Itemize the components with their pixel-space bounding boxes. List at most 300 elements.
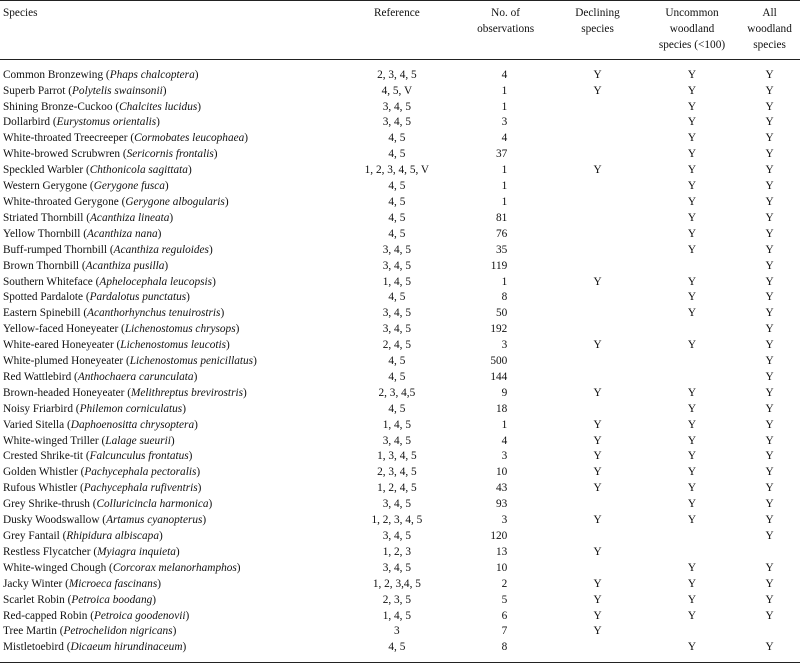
- declining-cell: Y: [593, 418, 602, 431]
- all-woodland-cell: Y: [765, 100, 774, 113]
- common-name: Dollarbird: [3, 116, 51, 129]
- uncommon-cell: Y: [687, 434, 697, 447]
- species-name: Noisy Friarbird (Philemon corniculatus): [3, 402, 186, 415]
- reference-cell: 3, 4, 5: [382, 323, 411, 336]
- common-name: White-eared Honeyeater: [3, 339, 114, 352]
- declining-cell: [550, 179, 645, 195]
- observations-cell: 4: [501, 434, 508, 447]
- observations-cell: 35: [495, 243, 508, 256]
- all-woodland-cell: Y: [765, 466, 774, 479]
- scientific-name: Pardalotus punctatus: [89, 291, 187, 304]
- uncommon-cell: Y: [687, 593, 697, 606]
- observations-cell: 76: [495, 227, 508, 240]
- common-name: Yellow Thornbill: [3, 227, 81, 240]
- table-row: [0, 640, 800, 662]
- uncommon-cell: [645, 545, 739, 561]
- reference-cell: 4, 5: [388, 355, 406, 368]
- uncommon-cell: Y: [687, 180, 697, 193]
- observations-cell: 1: [501, 180, 508, 193]
- uncommon-cell: Y: [687, 132, 697, 145]
- table-row: [0, 131, 800, 147]
- common-name: Rufous Whistler: [3, 482, 78, 495]
- all-woodland-cell: Y: [765, 498, 774, 511]
- declining-cell: Y: [593, 164, 602, 177]
- table-row: [0, 609, 800, 625]
- reference-cell: 4, 5: [388, 148, 406, 161]
- reference-cell: 3, 4, 5: [382, 561, 411, 574]
- scientific-name: Gerygone fusca: [93, 180, 165, 193]
- all-woodland-cell: Y: [765, 450, 774, 463]
- reference-cell: 3: [394, 625, 400, 638]
- reference-cell: 2, 4, 5: [382, 339, 411, 352]
- scientific-name: Gerygone albogularis: [125, 195, 225, 208]
- declining-cell: Y: [593, 386, 602, 399]
- uncommon-cell: Y: [687, 275, 697, 288]
- reference-cell: 3, 4, 5: [382, 116, 411, 129]
- declining-cell: [550, 100, 645, 116]
- observations-cell: 93: [495, 498, 508, 511]
- all-woodland-cell: Y: [765, 116, 774, 129]
- scientific-name: Acanthiza pusilla: [85, 259, 165, 272]
- uncommon-cell: Y: [687, 100, 697, 113]
- observations-cell: 3: [501, 450, 508, 463]
- uncommon-cell: [645, 322, 739, 338]
- observations-cell: 13: [495, 545, 508, 558]
- uncommon-cell: [645, 529, 739, 545]
- declining-cell: Y: [593, 339, 602, 352]
- observations-cell: 119: [490, 259, 508, 272]
- common-name: Buff-rumped Thornbill: [3, 243, 108, 256]
- scientific-name: Pachycephala rufiventris: [83, 482, 198, 495]
- species-name: White-browed Scrubwren (Sericornis frontalis): [3, 148, 218, 161]
- species-name: Southern Whiteface (Aphelocephala leucopsis): [3, 275, 216, 288]
- observations-cell: 2: [501, 577, 508, 590]
- reference-cell: 3, 4, 5: [382, 259, 411, 272]
- observations-cell: 1: [501, 418, 508, 431]
- common-name: White-throated Gerygone: [3, 195, 119, 208]
- declining-cell: [550, 147, 645, 163]
- declining-cell: [550, 529, 645, 545]
- table-row: [0, 306, 800, 322]
- declining-cell: Y: [593, 450, 602, 463]
- scientific-name: Acanthorhynchus tenuirostris: [87, 307, 221, 320]
- table-row: [0, 115, 800, 131]
- common-name: Shining Bronze-Cuckoo: [3, 100, 113, 113]
- observations-cell: 10: [495, 466, 508, 479]
- scientific-name: Pachycephala pectoralis: [84, 466, 197, 479]
- species-name: Restless Flycatcher (Myiagra inquieta): [3, 545, 180, 558]
- common-name: White-browed Scrubwren: [3, 148, 121, 161]
- reference-cell: 3, 4, 5: [382, 498, 411, 511]
- species-name: Yellow-faced Honeyeater (Lichenostomus chrysops): [3, 323, 240, 336]
- species-name: Western Gerygone (Gerygone fusca): [3, 180, 169, 193]
- declining-cell: Y: [593, 625, 602, 638]
- table-row: [0, 243, 800, 259]
- table-row: [0, 290, 800, 306]
- common-name: Southern Whiteface: [3, 275, 93, 288]
- declining-cell: [550, 115, 645, 131]
- species-name: Speckled Warbler (Chthonicola sagittata): [3, 164, 192, 177]
- reference-cell: 1, 2, 3, 4, 5: [371, 514, 423, 527]
- scientific-name: Cormobates leucophaea: [134, 132, 245, 145]
- all-woodland-cell: Y: [765, 530, 774, 542]
- uncommon-cell: Y: [687, 243, 697, 256]
- reference-cell: 2, 3, 4,5: [378, 386, 416, 399]
- common-name: Red-capped Robin: [3, 609, 88, 622]
- scientific-name: Eurystomus orientalis: [56, 116, 157, 129]
- species-name: Striated Thornbill (Acanthiza lineata): [3, 211, 174, 224]
- uncommon-cell: Y: [687, 84, 697, 97]
- common-name: Red Wattlebird: [3, 370, 72, 383]
- scientific-name: Acanthiza lineata: [90, 211, 170, 224]
- uncommon-cell: [645, 259, 739, 275]
- table-row: [0, 481, 800, 497]
- declining-cell: Y: [593, 593, 602, 606]
- reference-cell: 3, 4, 5: [382, 434, 411, 447]
- common-name: Spotted Pardalote: [3, 291, 84, 304]
- table-row: [0, 227, 800, 243]
- common-name: Yellow-faced Honeyeater: [3, 323, 119, 336]
- declining-cell: [550, 131, 645, 147]
- header-uncommon: Uncommon woodland species (<100): [645, 1, 739, 60]
- uncommon-cell: [645, 354, 739, 370]
- observations-cell: 500: [490, 355, 508, 368]
- species-name: Scarlet Robin (Petroica boodang): [3, 593, 157, 606]
- all-woodland-cell: Y: [765, 195, 774, 208]
- scientific-name: Dicaeum hirundinaceum: [70, 641, 183, 654]
- reference-cell: 2, 3, 5: [382, 593, 411, 606]
- table-row: [0, 513, 800, 529]
- uncommon-cell: Y: [687, 402, 697, 415]
- all-woodland-cell: Y: [765, 370, 774, 383]
- scientific-name: Petroica boodang: [71, 593, 153, 606]
- scientific-name: Falcunculus frontatus: [89, 450, 189, 463]
- table-row: [0, 163, 800, 179]
- species-name: Tree Martin (Petrochelidon nigricans): [3, 625, 177, 638]
- header-species: Species: [0, 1, 333, 60]
- observations-cell: 1: [501, 275, 508, 288]
- common-name: Scarlet Robin: [3, 593, 65, 606]
- observations-cell: 6: [501, 609, 508, 622]
- scientific-name: Melithreptus brevirostris: [130, 386, 244, 399]
- scientific-name: Artamus cyanopterus: [106, 514, 203, 527]
- reference-cell: 1, 2, 3: [382, 545, 411, 558]
- table-row: [0, 322, 800, 338]
- scientific-name: Petroica goodenovii: [93, 609, 186, 622]
- species-name: Dollarbird (Eurystomus orientalis): [3, 116, 160, 129]
- species-name: Eastern Spinebill (Acanthorhynchus tenuirostris): [3, 307, 225, 320]
- table-row: [0, 434, 800, 450]
- scientific-name: Polytelis swainsonii: [72, 84, 163, 97]
- scientific-name: Sericornis frontalis: [126, 148, 214, 161]
- common-name: Speckled Warbler: [3, 164, 84, 177]
- all-woodland-cell: Y: [765, 211, 774, 224]
- reference-cell: 3, 4, 5: [382, 243, 411, 256]
- declining-cell: Y: [593, 84, 602, 97]
- common-name: Striated Thornbill: [3, 211, 84, 224]
- species-name: White-plumed Honeyeater (Lichenostomus penicillatus): [3, 355, 257, 368]
- uncommon-cell: Y: [687, 164, 697, 177]
- uncommon-cell: Y: [687, 339, 697, 352]
- reference-cell: 4, 5: [388, 195, 406, 208]
- reference-cell: 4, 5: [388, 132, 406, 145]
- table-row: [0, 545, 800, 561]
- uncommon-cell: Y: [687, 450, 697, 463]
- scientific-name: Lichenostomus chrysops: [124, 323, 236, 336]
- observations-cell: 1: [501, 195, 508, 208]
- reference-cell: 4, 5: [388, 402, 406, 415]
- observations-cell: 1: [501, 164, 508, 177]
- observations-cell: 8: [461, 640, 550, 662]
- scientific-name: Petrochelidon nigricans: [63, 625, 173, 638]
- scientific-name: Chthonicola sagittata: [89, 164, 188, 177]
- common-name: Brown-headed Honeyeater: [3, 386, 125, 399]
- scientific-name: Lalage sueurii: [105, 434, 171, 447]
- uncommon-cell: Y: [687, 211, 697, 224]
- species-name: Common Bronzewing (Phaps chalcoptera): [3, 68, 199, 81]
- all-woodland-cell: Y: [765, 434, 774, 447]
- uncommon-cell: Y: [687, 386, 697, 399]
- declining-cell: [550, 640, 645, 662]
- observations-cell: 4: [501, 68, 508, 81]
- table-row: [0, 418, 800, 434]
- all-woodland-cell: Y: [765, 609, 774, 622]
- reference-cell: 2, 3, 4, 5: [377, 68, 417, 81]
- reference-cell: 1, 4, 5: [382, 418, 411, 431]
- reference-cell: 3, 4, 5: [382, 530, 411, 542]
- all-woodland-cell: Y: [765, 180, 774, 193]
- all-woodland-cell: Y: [765, 561, 774, 574]
- table-row: [0, 497, 800, 513]
- all-woodland-cell: Y: [765, 307, 774, 320]
- declining-cell: [550, 322, 645, 338]
- common-name: Superb Parrot: [3, 84, 66, 97]
- observations-cell: 3: [501, 116, 508, 129]
- all-woodland-cell: Y: [765, 593, 774, 606]
- species-name: Shining Bronze-Cuckoo (Chalcites lucidus): [3, 100, 202, 113]
- common-name: Western Gerygone: [3, 180, 88, 193]
- table-row: [0, 624, 800, 640]
- uncommon-cell: [645, 370, 739, 386]
- species-name: Jacky Winter (Microeca fascinans): [3, 577, 161, 590]
- observations-cell: 43: [495, 482, 508, 495]
- common-name: Dusky Woodswallow: [3, 514, 100, 527]
- observations-cell: 9: [501, 386, 508, 399]
- table-row: [0, 59, 800, 83]
- table-row: [0, 354, 800, 370]
- uncommon-cell: Y: [687, 498, 697, 511]
- declining-cell: Y: [593, 609, 602, 622]
- scientific-name: Phaps chalcoptera: [109, 68, 195, 81]
- declining-cell: [550, 370, 645, 386]
- declining-cell: Y: [593, 466, 602, 479]
- scientific-name: Myiagra inquieta: [97, 545, 176, 558]
- common-name: White-throated Treecreeper: [3, 132, 128, 145]
- observations-cell: 18: [495, 402, 508, 415]
- species-name: Brown-headed Honeyeater (Melithreptus brevirostris): [3, 386, 247, 399]
- all-woodland-cell: Y: [765, 514, 774, 527]
- uncommon-cell: Y: [687, 148, 697, 161]
- common-name: White-winged Chough: [3, 561, 107, 574]
- declining-cell: Y: [593, 514, 602, 527]
- scientific-name: Daphoenositta chrysoptera: [70, 418, 195, 431]
- species-name: Mistletoebird (Dicaeum hirundinaceum): [0, 640, 333, 662]
- declining-cell: [550, 243, 645, 259]
- declining-cell: [550, 402, 645, 418]
- reference-cell: 3, 4, 5: [382, 100, 411, 113]
- table-row: [0, 561, 800, 577]
- table-row: [0, 195, 800, 211]
- uncommon-cell: Y: [687, 577, 697, 590]
- uncommon-cell: Y: [687, 116, 697, 129]
- table-row: [0, 386, 800, 402]
- table-row: [0, 465, 800, 481]
- species-name: Rufous Whistler (Pachycephala rufiventris): [3, 482, 202, 495]
- all-woodland-cell: Y: [765, 402, 774, 415]
- all-woodland-cell: Y: [765, 482, 774, 495]
- species-name: Grey Shrike-thrush (Colluricincla harmonica): [3, 498, 213, 511]
- declining-cell: Y: [593, 68, 602, 81]
- scientific-name: Aphelocephala leucopsis: [99, 275, 213, 288]
- uncommon-cell: Y: [687, 227, 697, 240]
- common-name: Grey Shrike-thrush: [3, 498, 90, 511]
- header-all-woodland: All woodland species: [739, 1, 800, 60]
- reference-cell: 1, 2, 3, 4, 5, V: [364, 164, 430, 177]
- reference-cell: 4, 5: [388, 291, 406, 304]
- observations-cell: 37: [495, 148, 508, 161]
- table-row: [0, 147, 800, 163]
- all-woodland-cell: Y: [765, 164, 774, 177]
- declining-cell: [550, 561, 645, 577]
- reference-cell: 3, 4, 5: [382, 307, 411, 320]
- observations-cell: 10: [495, 561, 508, 574]
- common-name: White-winged Triller: [3, 434, 99, 447]
- scientific-name: Chalcites lucidus: [119, 100, 198, 113]
- uncommon-cell: Y: [645, 640, 739, 662]
- all-woodland-cell: Y: [765, 259, 774, 272]
- species-name: White-winged Chough (Corcorax melanorhamphos): [3, 561, 241, 574]
- uncommon-cell: Y: [687, 195, 697, 208]
- declining-cell: [550, 195, 645, 211]
- reference-cell: 2, 3, 4, 5: [377, 466, 417, 479]
- common-name: White-plumed Honeyeater: [3, 355, 124, 368]
- species-name: Red-capped Robin (Petroica goodenovii): [3, 609, 190, 622]
- uncommon-cell: Y: [687, 466, 697, 479]
- species-name: Varied Sitella (Daphoenositta chrysoptera): [3, 418, 198, 431]
- all-woodland-cell: Y: [765, 132, 774, 145]
- scientific-name: Anthochaera carunculata: [77, 370, 194, 383]
- all-woodland-cell: Y: [765, 227, 774, 240]
- table-row: [0, 338, 800, 354]
- scientific-name: Lichenostomus leucotis: [120, 339, 227, 352]
- species-name: Brown Thornbill (Acanthiza pusilla): [3, 259, 169, 272]
- observations-cell: 5: [501, 593, 508, 606]
- species-name: White-eared Honeyeater (Lichenostomus leucotis): [3, 339, 230, 352]
- table-row: [0, 449, 800, 465]
- declining-cell: [550, 211, 645, 227]
- observations-cell: 8: [501, 291, 508, 304]
- all-woodland-cell: Y: [765, 148, 774, 161]
- reference-cell: 1, 3, 4, 5: [377, 450, 417, 463]
- table-row: [0, 370, 800, 386]
- observations-cell: 144: [490, 370, 508, 383]
- scientific-name: Colluricincla harmonica: [96, 498, 209, 511]
- reference-cell: 4, 5: [388, 370, 406, 383]
- header-declining: Declining species: [550, 1, 645, 60]
- species-name: White-winged Triller (Lalage sueurii): [3, 434, 175, 447]
- observations-cell: 4: [501, 132, 508, 145]
- table-row: [0, 259, 800, 275]
- common-name: Brown Thornbill: [3, 259, 80, 272]
- all-woodland-cell: Y: [765, 291, 774, 304]
- reference-cell: 4, 5: [388, 211, 406, 224]
- observations-cell: 81: [495, 211, 508, 224]
- table-row: [0, 179, 800, 195]
- uncommon-cell: Y: [687, 307, 697, 320]
- observations-cell: 120: [490, 530, 508, 542]
- all-woodland-cell: Y: [765, 275, 774, 288]
- declining-cell: Y: [593, 545, 602, 558]
- species-name: White-throated Gerygone (Gerygone albogularis): [3, 195, 229, 208]
- scientific-name: Rhipidura albiscapa: [66, 530, 159, 542]
- common-name: Restless Flycatcher: [3, 545, 91, 558]
- table-row: [0, 275, 800, 291]
- reference-cell: 1, 4, 5: [382, 275, 411, 288]
- scientific-name: Philemon corniculatus: [79, 402, 183, 415]
- scientific-name: Microeca fascinans: [68, 577, 158, 590]
- table-row: [0, 402, 800, 418]
- scientific-name: Lichenostomus penicillatus: [129, 355, 254, 368]
- observations-cell: 192: [490, 323, 508, 336]
- scientific-name: Corcorax melanorhamphos: [112, 561, 237, 574]
- species-name: Dusky Woodswallow (Artamus cyanopterus): [3, 514, 207, 527]
- reference-cell: 4, 5: [333, 640, 461, 662]
- uncommon-cell: Y: [687, 482, 697, 495]
- all-woodland-cell: Y: [765, 84, 774, 97]
- uncommon-cell: Y: [687, 514, 697, 527]
- table-row: [0, 529, 800, 545]
- species-name: White-throated Treecreeper (Cormobates leucophaea): [3, 132, 249, 145]
- common-name: Golden Whistler: [3, 466, 78, 479]
- declining-cell: Y: [593, 434, 602, 447]
- declining-cell: [550, 497, 645, 513]
- species-name: Red Wattlebird (Anthochaera carunculata): [3, 370, 198, 383]
- all-woodland-cell: Y: [765, 577, 774, 590]
- declining-cell: [550, 259, 645, 275]
- table-body: [0, 59, 800, 663]
- observations-cell: 3: [501, 514, 508, 527]
- header-observations: No. of observations: [461, 1, 550, 60]
- common-name: Grey Fantail: [3, 530, 60, 542]
- observations-cell: 7: [501, 625, 508, 638]
- table-row: [0, 577, 800, 593]
- table-row: [0, 84, 800, 100]
- uncommon-cell: Y: [687, 609, 697, 622]
- species-name: Buff-rumped Thornbill (Acanthiza reguloides): [3, 243, 213, 256]
- reference-cell: 4, 5: [388, 227, 406, 240]
- all-woodland-cell: Y: [765, 386, 774, 399]
- reference-cell: 1, 4, 5: [382, 609, 411, 622]
- declining-cell: Y: [593, 275, 602, 288]
- scientific-name: Acanthiza reguloides: [113, 243, 209, 256]
- observations-cell: 1: [501, 84, 508, 97]
- table-row: [0, 211, 800, 227]
- observations-cell: 50: [495, 307, 508, 320]
- table-header: [0, 1, 800, 60]
- observations-cell: 1: [501, 100, 508, 113]
- declining-cell: Y: [593, 482, 602, 495]
- declining-cell: [550, 306, 645, 322]
